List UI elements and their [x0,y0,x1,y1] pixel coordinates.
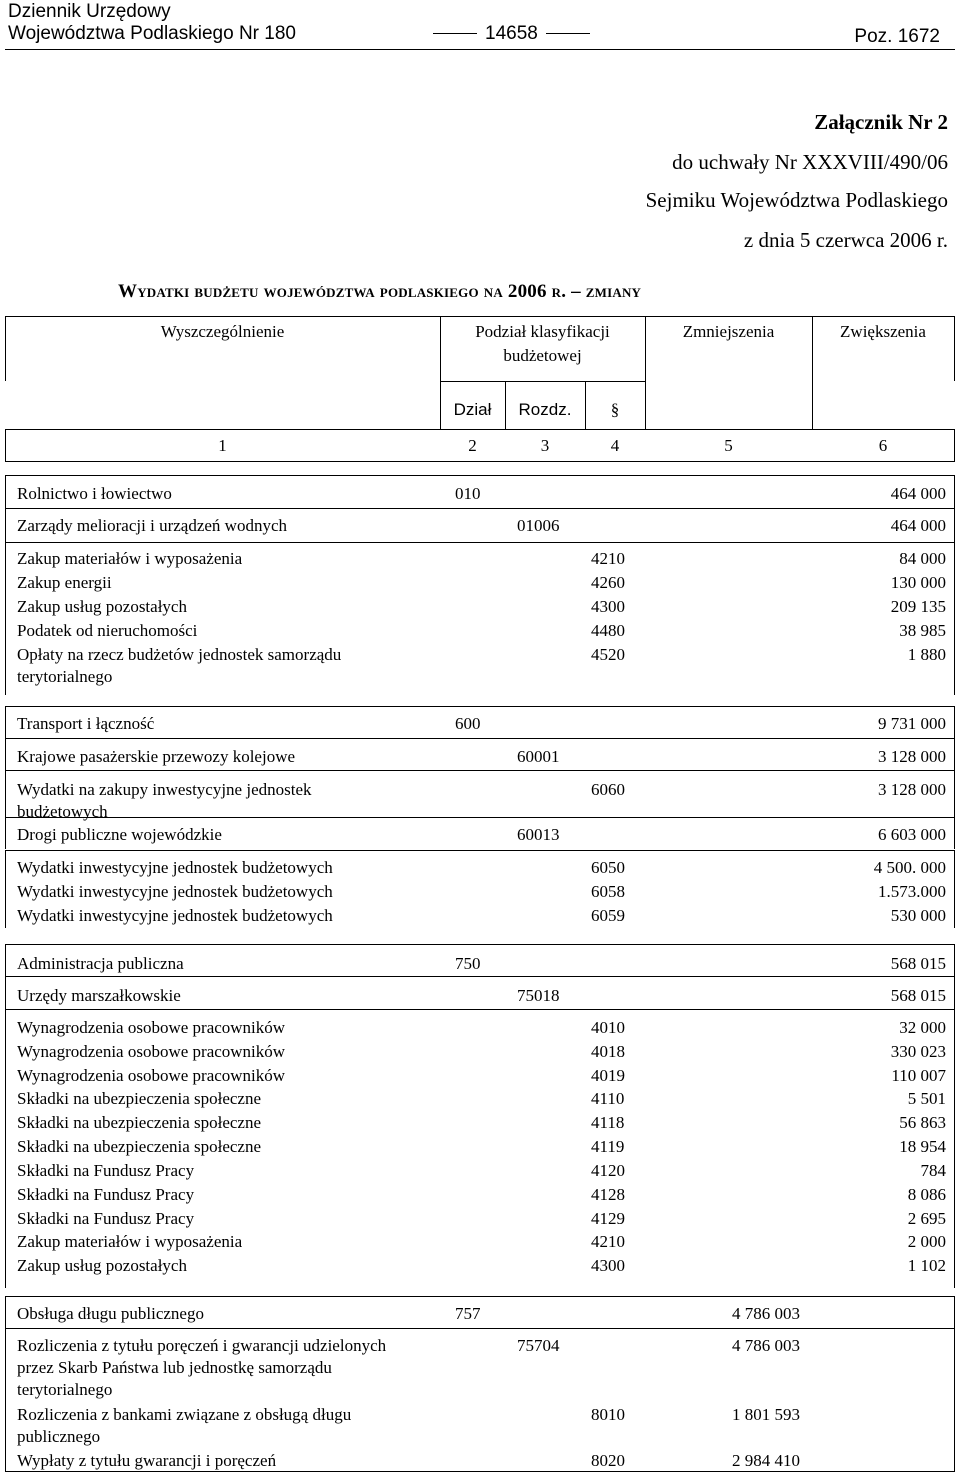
row-rozdzial: 01006 [517,516,560,535]
header-paragraph: § [610,400,620,419]
page-number [425,23,598,45]
row-description: Drogi publiczne wojewódzkie [17,825,222,844]
rule [5,738,955,739]
row-increase: 1 102 [907,1256,946,1275]
row-decrease: 1 801 593 [732,1405,800,1424]
row-description: Transport i łączność [17,714,155,733]
header-description: Wyszczególnienie [160,322,285,341]
rule [954,508,955,545]
position-number: Poz. 1672 [854,26,940,47]
rule [954,850,955,928]
rule [954,316,955,381]
rule [954,1296,955,1328]
header-rozdzial: Rozdz. [518,400,572,419]
rule [954,542,955,695]
row-increase: 2 695 [907,1209,946,1228]
dash-left [433,33,477,34]
row-rozdzial: 60001 [517,747,560,766]
row-increase: 530 000 [890,906,946,925]
rule [5,508,6,545]
row-increase: 38 985 [899,621,946,640]
document-title: Wydatki budżetu województwa podlaskiego na 2006 r. – zmiany [118,281,642,302]
row-description: Składki na ubezpieczenia społeczne [17,1089,262,1108]
row-description: Wypłaty z tytułu gwarancji i poręczeń [17,1451,277,1470]
row-paragraph: 6050 [591,858,625,877]
rule [5,706,955,707]
row-description: Wynagrodzenia osobowe pracowników [17,1042,286,1061]
row-increase: 464 000 [890,484,946,503]
row-description: Składki na ubezpieczenia społeczne [17,1113,262,1132]
rule [5,944,955,945]
row-increase: 18 954 [899,1137,946,1156]
row-dzial: 010 [455,484,481,503]
row-description: Zarządy melioracji i urządzeń wodnych [17,516,287,535]
row-decrease: 4 786 003 [732,1336,800,1355]
row-decrease: 2 984 410 [732,1451,800,1470]
column-number-4: 4 [610,436,620,455]
rule [5,1296,955,1297]
row-increase: 3 128 000 [878,747,946,766]
row-increase: 1 880 [907,645,946,664]
row-description: Obsługa długu publicznego [17,1304,204,1323]
rule [5,542,6,695]
rule [5,850,955,851]
row-description: Zakup materiałów i wyposażenia [17,549,243,568]
page-number-text: 14658 [485,23,538,44]
rule [954,817,955,849]
rule [5,1328,955,1329]
row-description: Zakup usług pozostałych [17,597,187,616]
rule [954,738,955,770]
row-paragraph: 4300 [591,597,625,616]
column-number-6: 6 [878,436,888,455]
rule [954,1328,955,1472]
row-increase: 568 015 [890,986,946,1005]
row-paragraph: 6059 [591,906,625,925]
row-description: Składki na Fundusz Pracy [17,1161,195,1180]
row-description: Wydatki na zakupy inwestycyjne jednostek budżetowych [17,780,312,821]
row-description: Wydatki inwestycyjne jednostek budżetowych [17,906,333,925]
rule [5,770,955,771]
rule [954,429,955,461]
journal-title: Dziennik Urzędowy [8,1,171,22]
dash-right [546,33,590,34]
rule [5,1009,6,1288]
row-paragraph: 4210 [591,549,625,568]
row-paragraph: 8020 [591,1451,625,1470]
row-dzial: 757 [455,1304,481,1323]
rule [5,508,955,509]
row-increase: 130 000 [890,573,946,592]
row-rozdzial: 75018 [517,986,560,1005]
row-paragraph: 4260 [591,573,625,592]
row-paragraph: 4119 [591,1137,625,1156]
row-description: Wydatki inwestycyjne jednostek budżetowych [17,858,333,877]
row-paragraph: 6058 [591,882,625,901]
row-description: Rozliczenia z tytułu poręczeń i gwarancji udzielonych przez Skarb Państwa lub jednostkę samorządu terytorialnego [17,1336,387,1399]
row-description: Rolnictwo i łowiectwo [17,484,172,503]
row-paragraph: 6060 [591,780,625,799]
row-paragraph: 4110 [591,1089,625,1108]
header-dzial: Dział [453,400,492,419]
rule [954,1009,955,1288]
row-increase: 84 000 [899,549,946,568]
row-increase: 6 603 000 [878,825,946,844]
row-description: Zakup usług pozostałych [17,1256,187,1275]
row-paragraph: 4120 [591,1161,625,1180]
row-description: Zakup energii [17,573,112,592]
row-increase: 110 007 [891,1066,946,1085]
rule [5,1296,6,1328]
row-increase: 464 000 [890,516,946,535]
rule [440,381,645,382]
row-dzial: 600 [455,714,481,733]
row-increase: 568 015 [890,954,946,973]
row-increase: 2 000 [907,1232,946,1251]
row-paragraph: 4010 [591,1018,625,1037]
row-increase: 56 863 [899,1113,946,1132]
annex-title: Załącznik Nr 2 [814,110,948,134]
row-description: Składki na ubezpieczenia społeczne [17,1137,262,1156]
row-rozdzial: 75704 [517,1336,560,1355]
rule [5,1009,955,1010]
row-paragraph: 4128 [591,1185,625,1204]
column-number-3: 3 [540,436,550,455]
rule [5,542,955,543]
row-increase: 784 [920,1161,946,1180]
journal-subtitle: Województwa Podlaskiego Nr 180 [8,23,296,44]
row-description: Opłaty na rzecz budżetów jednostek samorządu terytorialnego [17,645,342,686]
row-paragraph: 4019 [591,1066,625,1085]
row-dzial: 750 [455,954,481,973]
row-increase: 9 731 000 [878,714,946,733]
row-increase: 330 023 [890,1042,946,1061]
column-number-1: 1 [218,436,227,455]
row-increase: 4 500. 000 [873,858,946,877]
rule [5,429,955,430]
row-paragraph: 4520 [591,645,625,664]
row-description: Wydatki inwestycyjne jednostek budżetowych [17,882,333,901]
row-paragraph: 4210 [591,1232,625,1251]
row-description: Rozliczenia z bankami związane z obsługą długu publicznego [17,1405,352,1446]
rule [5,817,6,849]
row-description: Zakup materiałów i wyposażenia [17,1232,243,1251]
rule [5,738,6,770]
row-increase: 32 000 [899,1018,946,1037]
row-increase: 5 501 [907,1089,946,1108]
column-number-5: 5 [724,436,733,455]
row-increase: 209 135 [890,597,946,616]
rule [5,850,6,928]
header-increase: Zwiększenia [840,322,926,341]
row-increase: 1.573.000 [878,882,946,901]
header-decrease: Zmniejszenia [682,322,775,341]
rule [5,461,955,462]
row-paragraph: 8010 [591,1405,625,1424]
row-description: Krajowe pasażerskie przewozy kolejowe [17,747,296,766]
rule [5,976,6,1009]
row-paragraph: 4129 [591,1209,625,1228]
rule [5,1328,6,1472]
row-paragraph: 4018 [591,1042,625,1061]
header-rule [5,49,955,50]
row-description: Składki na Fundusz Pracy [17,1185,195,1204]
rule [954,976,955,1009]
row-description: Administracja publiczna [17,954,184,973]
rule [5,976,955,977]
row-description: Składki na Fundusz Pracy [17,1209,195,1228]
annex-body: Sejmiku Województwa Podlaskiego [645,188,948,212]
header-classification: Podział klasyfikacji budżetowej [475,322,610,365]
annex-date: z dnia 5 czerwca 2006 r. [743,228,948,252]
row-increase: 3 128 000 [878,780,946,799]
row-paragraph: 4300 [591,1256,625,1275]
row-description: Wynagrodzenia osobowe pracowników [17,1018,286,1037]
rule [5,944,6,976]
row-paragraph: 4118 [591,1113,625,1132]
rule [5,475,955,476]
annex-resolution: do uchwały Nr XXXVIII/490/06 [672,150,948,174]
row-paragraph: 4480 [591,621,625,640]
row-decrease: 4 786 003 [732,1304,800,1323]
column-number-2: 2 [468,436,477,455]
row-description: Wynagrodzenia osobowe pracowników [17,1066,286,1085]
rule [954,944,955,976]
row-description: Podatek od nieruchomości [17,621,198,640]
row-rozdzial: 60013 [517,825,560,844]
row-increase: 8 086 [907,1185,946,1204]
row-description: Urzędy marszałkowskie [17,986,181,1005]
